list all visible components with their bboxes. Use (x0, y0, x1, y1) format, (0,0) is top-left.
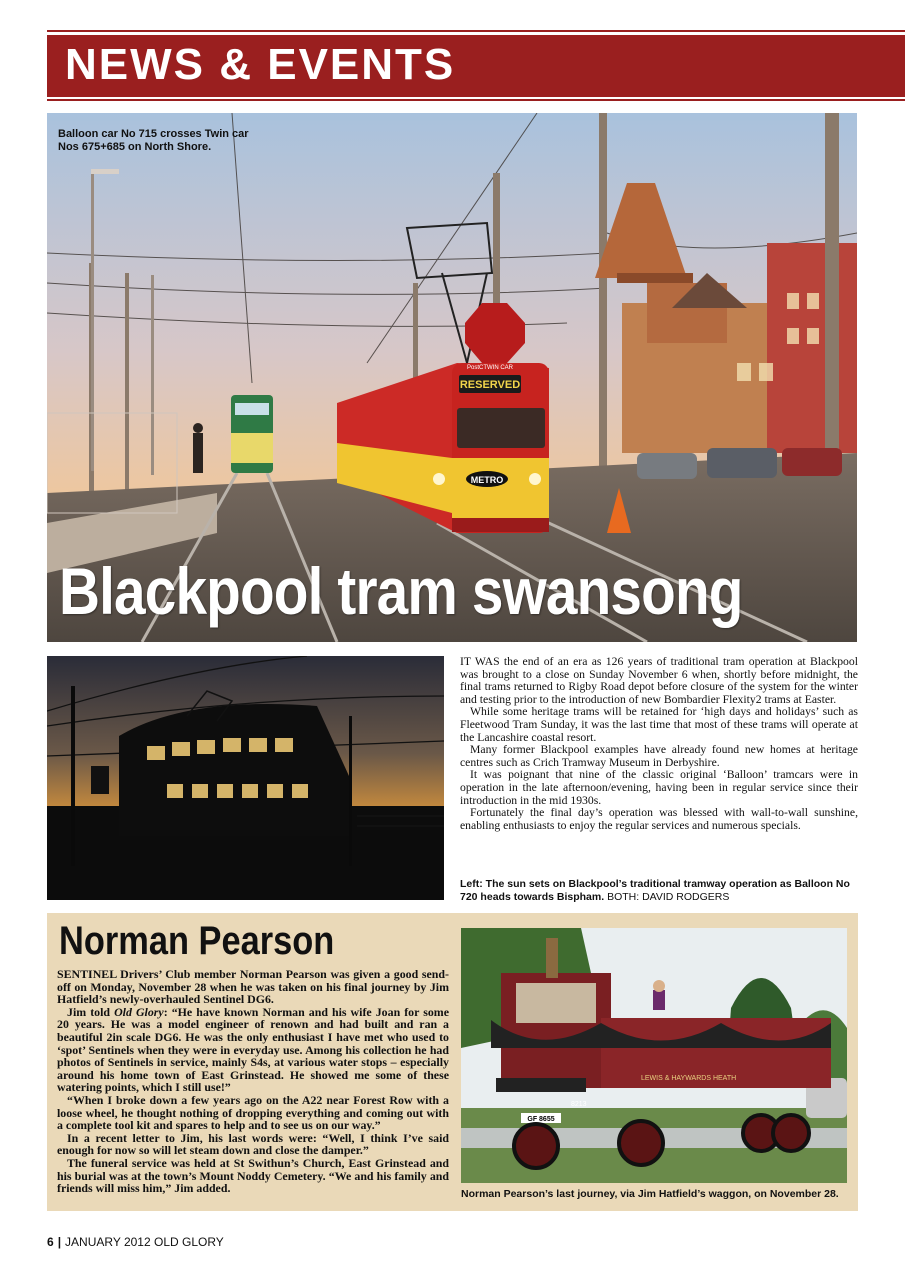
obituary-paragraph: SENTINEL Drivers’ Club member Norman Pearson was given a good send-off on Monday, November 28 when he was taken on his final journey by Jim Hatfield’s newly-overhauled Sentinel DG6. (57, 967, 449, 1007)
article-paragraph: While some heritage trams will be retained for ‘high days and holidays’ such as Fleetwood Tram Sunday, it was the last time that most of these trams will operate at the Lancashire coastal resort. (460, 705, 858, 744)
issue-date: JANUARY 2012 (65, 1235, 151, 1249)
wagon-fleet-number: 8213 (571, 1101, 587, 1108)
section-title: NEWS & EVENTS (65, 40, 456, 89)
obituary-box (47, 913, 858, 1211)
article-paragraph: Fortunately the final day’s operation was blessed with wall-to-wall sunshine, enabling enthusiasts to enjoy the regular services and numerous specials. (460, 806, 858, 832)
hero-photo (47, 113, 857, 642)
hero-caption: Balloon car No 715 crosses Twin car Nos 675+685 on North Shore. (58, 128, 249, 153)
sunset-caption (460, 878, 858, 903)
article-paragraph: It was poignant that nine of the classic original ‘Balloon’ tramcars were in operation in the late afternoon/evening, having been in regular service since their introduction in the mid 1930s. (460, 768, 858, 807)
footer-separator: | (57, 1235, 62, 1249)
obituary-title: Norman Pearson (59, 919, 335, 963)
steam-wagon-photo (461, 928, 847, 1183)
obituary-paragraph (57, 1006, 449, 1094)
obituary-text (57, 968, 449, 1195)
wagon-number-plate: GF 8655 (527, 1116, 555, 1123)
obituary-paragraph: In a recent letter to Jim, his last words were: “Well, I think I’ve said enough for now so will let steam down and close the damper.” (57, 1130, 449, 1158)
steam-wagon-illustration (461, 928, 847, 1183)
photo-credit: BOTH: DAVID RODGERS (607, 890, 730, 903)
article-paragraph: Many former Blackpool examples have already found new homes at heritage centres such as Crich Tramway Museum in Derbyshire. (460, 743, 858, 769)
tram-destination-blind: RESERVED (459, 379, 521, 391)
banner-bottom-rule (47, 99, 905, 101)
sunset-photo (47, 656, 444, 900)
section-banner (47, 35, 905, 97)
wagon-signwriting: LEWIS & HAYWARDS HEATH (641, 1075, 737, 1082)
magazine-title: OLD GLORY (154, 1235, 224, 1249)
tram-metro-logo: METRO (470, 475, 504, 485)
banner-top-rule (47, 30, 905, 32)
obituary-text-run: Jim told (67, 1004, 115, 1019)
headline: Blackpool tram swansong (59, 554, 743, 628)
obituary-text-run: : “He have known Norman and his wife Joan for some 20 years. He was a model engineer of renown and had built and ran a beautiful 2in scale DG6. He was the only enthusiast I have met who used to ‘spot’ Sentinels when they were in everyday use. Among his collection he had photos of Sentinels in service, mainly S4s, at various water stops – especially around his home town of East Grinstead. He showed me some of these watering points, which I still use!” (57, 1004, 449, 1095)
wagon-caption: Norman Pearson’s last journey, via Jim Hatfield’s waggon, on November 28. (461, 1188, 839, 1200)
page-number: 6 (47, 1235, 54, 1249)
page-footer (47, 1235, 224, 1249)
tram-roof-sign: PostCTWIN CAR (466, 365, 514, 371)
obituary-paragraph: “When I broke down a few years ago on the A22 near Forest Row with a loose wheel, he thought nothing of dropping everything and coming out with a complete tool kit and spares to help and to see us on our way.” (57, 1092, 449, 1133)
obituary-paragraph: The funeral service was held at St Swithun’s Church, East Grinstead and his burial was at the town’s Mount Noddy Cemetery. “We and his family and friends will miss him,” Jim added. (57, 1155, 449, 1196)
article-paragraph: IT WAS the end of an era as 126 years of traditional tram operation at Blackpool was brought to a close on Sunday November 6 when, shortly before midnight, the final trams returned to Rigby Road depot before closure of the system for the winter and testing prior to the introduction of new Bombardier Flexity2 trams at Easter. (460, 655, 858, 706)
tram-article (460, 656, 858, 832)
magazine-name: Old Glory (114, 1004, 164, 1019)
sunset-caption-text: Left: The sun sets on Blackpool’s traditional tramway operation as Balloon No 720 heads towards Bispham. (460, 878, 850, 903)
sunset-tram-illustration (47, 656, 444, 900)
